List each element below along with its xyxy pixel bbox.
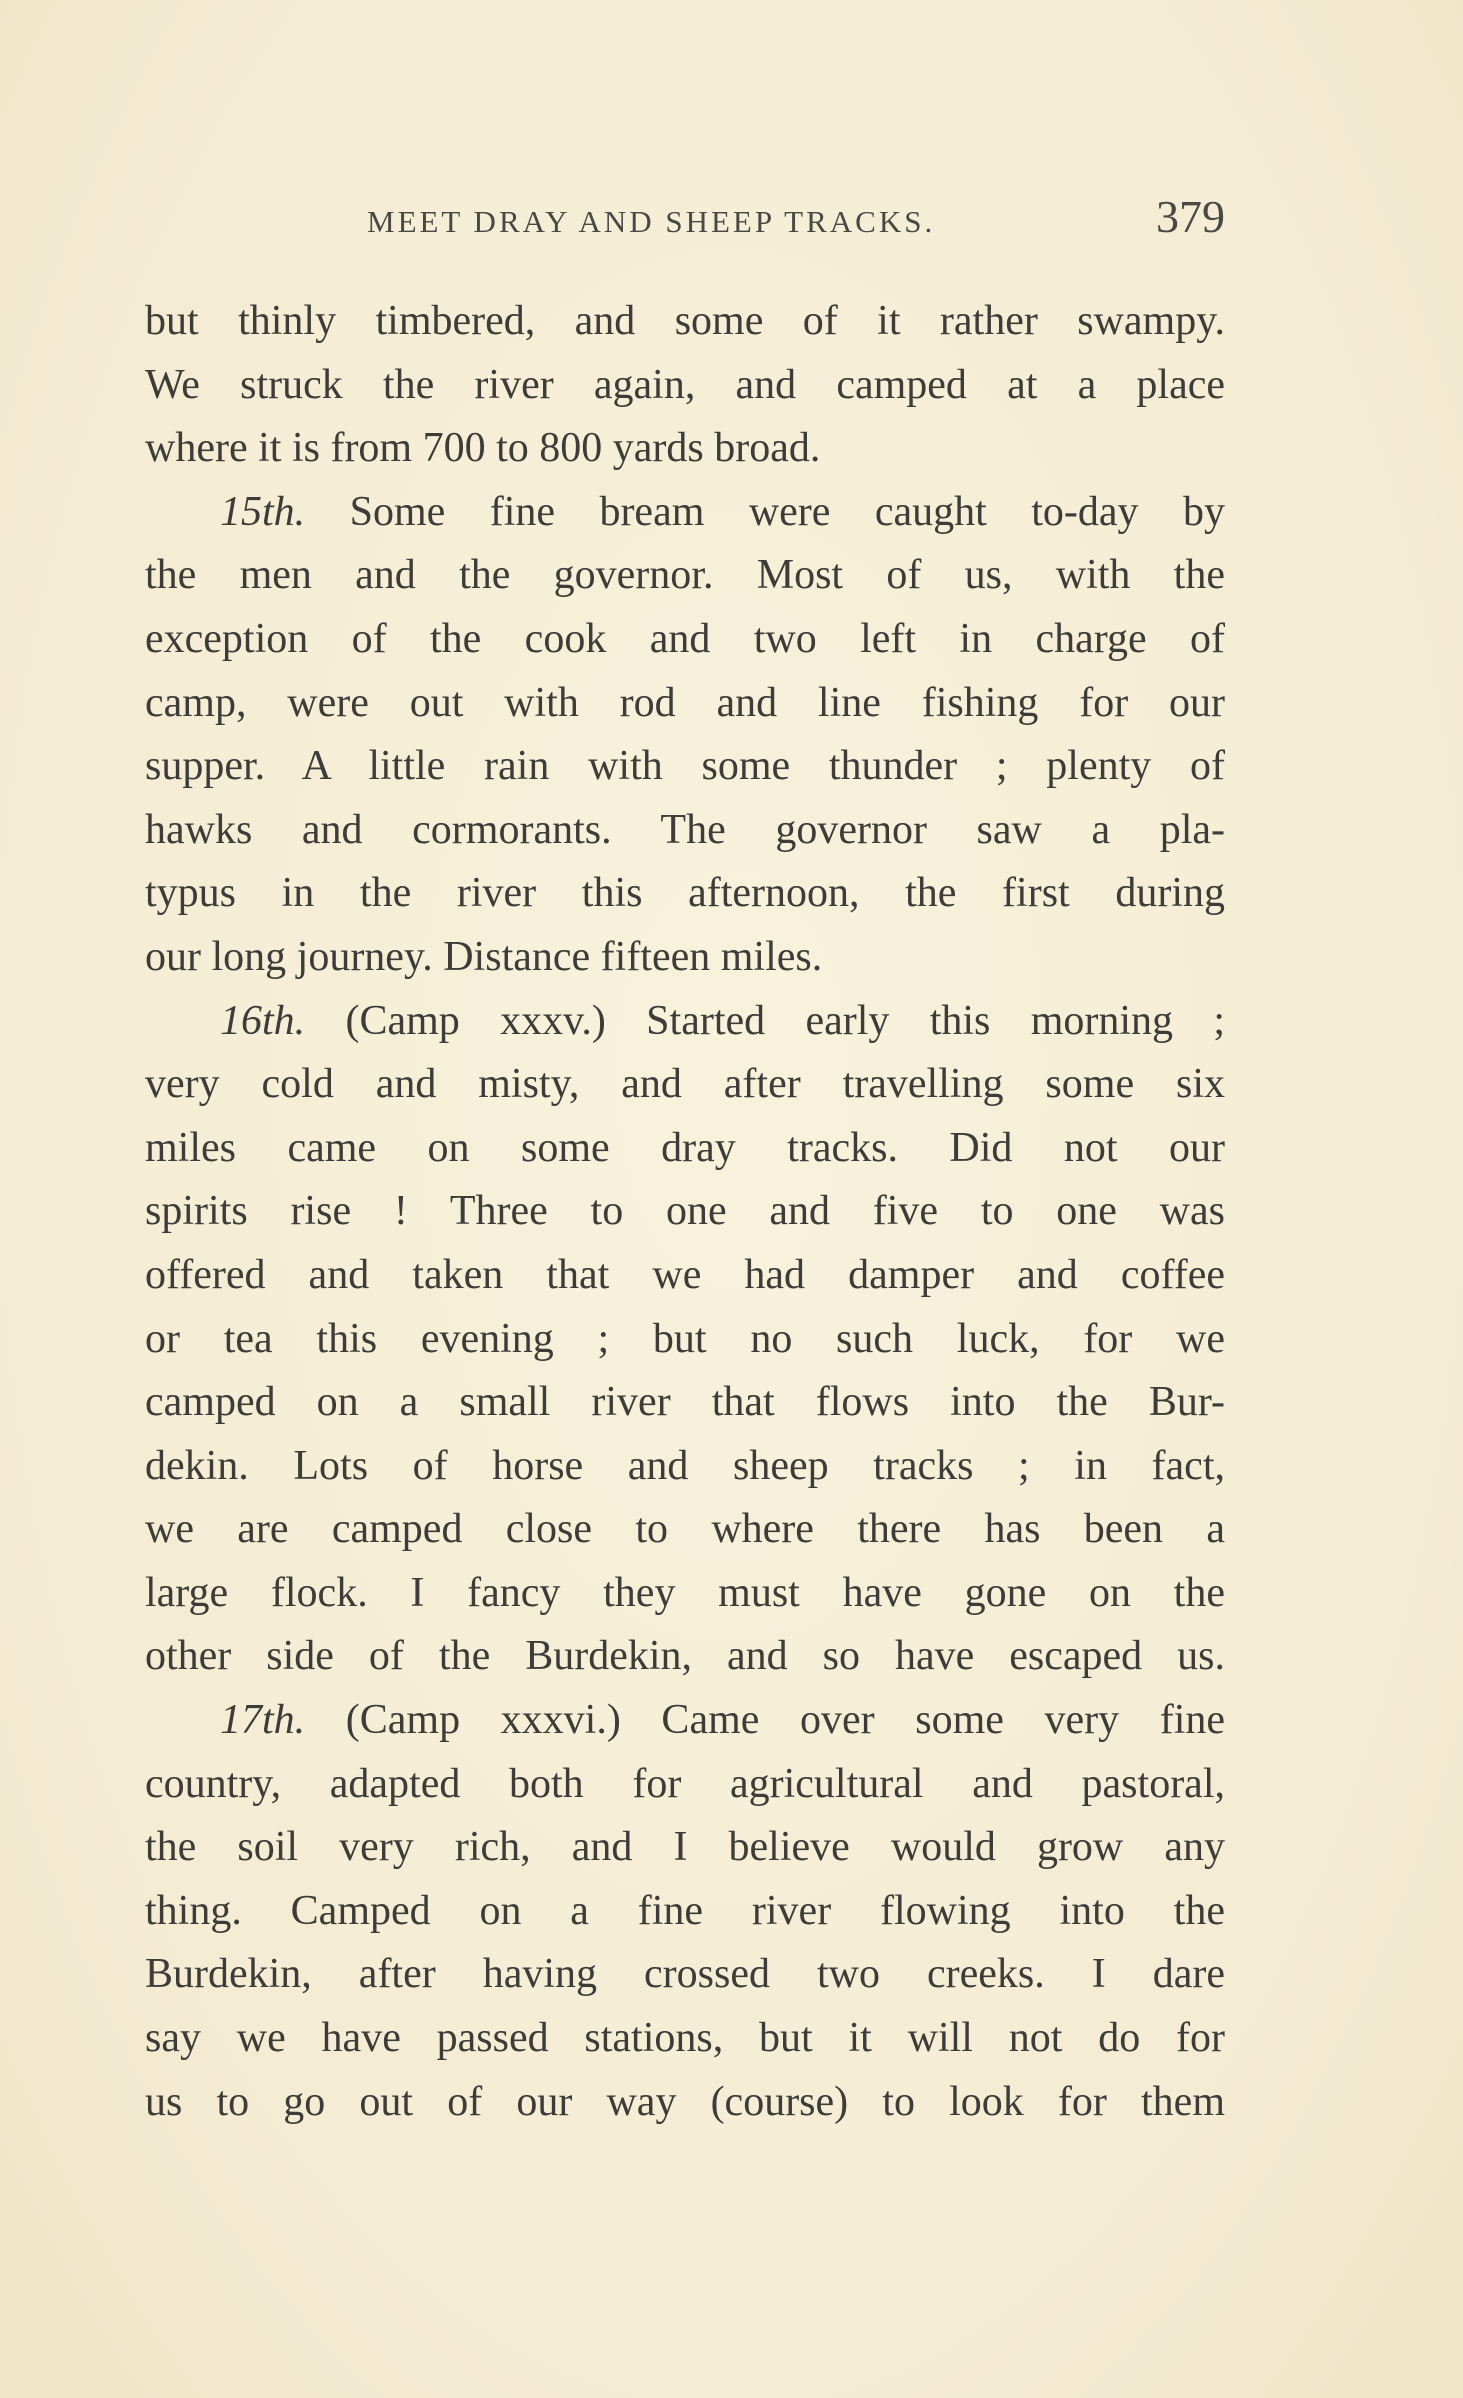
text-line xyxy=(145,672,1225,736)
text-line xyxy=(145,1753,1225,1817)
text-line xyxy=(145,354,1225,418)
text-line xyxy=(145,1562,1225,1626)
line-text: we are camped close to where there has been a xyxy=(145,1506,1225,1553)
text-line xyxy=(145,1943,1225,2007)
text-line xyxy=(145,417,1225,481)
line-text: (Camp xxxv.) Started early this morning ; xyxy=(305,997,1225,1044)
line-text: us to go out of our way (course) to look for them xyxy=(145,2078,1225,2125)
line-text: (Camp xxxvi.) Came over some very fine xyxy=(305,1697,1225,1744)
text-line xyxy=(145,1308,1225,1372)
line-text: spirits rise ! Three to one and five to one was xyxy=(145,1188,1225,1235)
text-line xyxy=(145,1244,1225,1308)
text-line xyxy=(145,799,1225,863)
line-text: We struck the river again, and camped at a place xyxy=(145,361,1225,408)
text-line xyxy=(145,1180,1225,1244)
line-text: our long journey. Distance fifteen miles. xyxy=(145,933,823,980)
line-text: Some fine bream were caught to-day by xyxy=(305,488,1225,535)
date-mark: 17th. xyxy=(220,1697,306,1744)
text-line xyxy=(145,290,1225,354)
line-text: hawks and cormorants. The governor saw a pla- xyxy=(145,806,1225,853)
line-text: thing. Camped on a fine river flowing into the xyxy=(145,1887,1225,1934)
line-text: other side of the Burdekin, and so have escaped us. xyxy=(145,1633,1225,1680)
text-line xyxy=(145,2071,1225,2135)
text-line xyxy=(145,608,1225,672)
date-mark: 16th. xyxy=(220,997,306,1044)
line-text: very cold and misty, and after travelling some six xyxy=(145,1061,1225,1108)
text-line xyxy=(145,1371,1225,1435)
text-line xyxy=(145,481,1225,545)
line-text: exception of the cook and two left in charge of xyxy=(145,615,1225,662)
text-line xyxy=(145,926,1225,990)
text-line xyxy=(145,735,1225,799)
line-text: country, adapted both for agricultural and pastoral, xyxy=(145,1760,1225,1807)
line-text: but thinly timbered, and some of it rather swampy. xyxy=(145,298,1225,344)
text-line xyxy=(145,1625,1225,1689)
text-line xyxy=(145,862,1225,926)
text-line xyxy=(145,1880,1225,1944)
line-text: offered and taken that we had damper and coffee xyxy=(145,1251,1225,1298)
text-line xyxy=(145,1435,1225,1499)
running-head: MEET DRAY AND SHEEP TRACKS. xyxy=(367,204,936,239)
line-text: or tea this evening ; but no such luck, for we xyxy=(145,1315,1225,1362)
line-text: dekin. Lots of horse and sheep tracks ; in fact, xyxy=(145,1442,1225,1489)
line-text: where it is from 700 to 800 yards broad. xyxy=(145,425,821,472)
line-text: camped on a small river that flows into the Bur- xyxy=(145,1379,1225,1426)
text-line xyxy=(145,1498,1225,1562)
text-line xyxy=(145,1816,1225,1880)
text-line xyxy=(145,1053,1225,1117)
line-text: typus in the river this afternoon, the first during xyxy=(145,870,1225,917)
line-text: say we have passed stations, but it will not do for xyxy=(145,2015,1225,2062)
line-text: the men and the governor. Most of us, with the xyxy=(145,552,1225,599)
page-number: 379 xyxy=(1156,191,1225,242)
line-text: the soil very rich, and I believe would grow any xyxy=(145,1824,1225,1871)
body-text xyxy=(145,290,1225,2134)
line-text: miles came on some dray tracks. Did not our xyxy=(145,1124,1225,1171)
line-text: large flock. I fancy they must have gone on the xyxy=(145,1569,1225,1616)
date-mark: 15th. xyxy=(220,488,306,535)
page-header xyxy=(145,190,1225,250)
text-line xyxy=(145,1117,1225,1181)
line-text: supper. A little rain with some thunder ; plenty of xyxy=(145,743,1225,790)
line-text: Burdekin, after having crossed two creeks. I dare xyxy=(145,1951,1225,1998)
text-line xyxy=(145,990,1225,1054)
text-line xyxy=(145,544,1225,608)
text-line xyxy=(145,1689,1225,1753)
line-text: camp, were out with rod and line fishing for our xyxy=(145,679,1225,726)
text-line xyxy=(145,2007,1225,2071)
